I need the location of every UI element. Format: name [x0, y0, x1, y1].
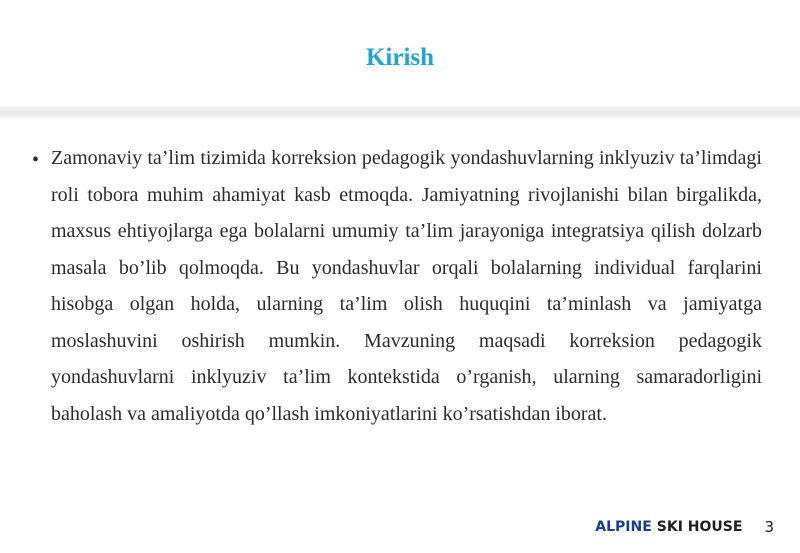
bullet-list [32, 140, 762, 432]
title-divider [0, 106, 800, 120]
page-number: 3 [764, 518, 774, 536]
brand-name-secondary: SKI HOUSE [656, 519, 743, 535]
footer [595, 517, 774, 537]
brand-name-primary: ALPINE [595, 519, 652, 535]
bullet-icon: • [32, 149, 40, 171]
slide-title: Kirish [365, 44, 435, 71]
bullet-paragraph: Zamonaviy ta’lim tizimida korreksion pedagogik yondashuvlarning inklyuziv ta’limdagi roli tobora muhim ahamiyat kasb etmoqda. Jamiyatning rivojlanishi bilan birgalikda, maxsus ehtiyojlarga ega bolalarni umumiy ta’lim jarayoniga integratsiya qilish dolzarb masala bo’lib qolmoqda. Bu yondashuvlar orqali bolalarning individual farqlarini hisobga olgan holda, ularning ta’lim olish huquqini ta’minlash va jamiyatga moslashuvini oshirish mumkin. Mavzuning maqsadi korreksion pedagogik yondashuvlarni inklyuziv ta’lim kontekstida o’rganish, ularning samaradorligini baholash va amaliyotda qo’llash imkoniyatlarini ko’rsatishdan iborat. [51, 147, 762, 425]
